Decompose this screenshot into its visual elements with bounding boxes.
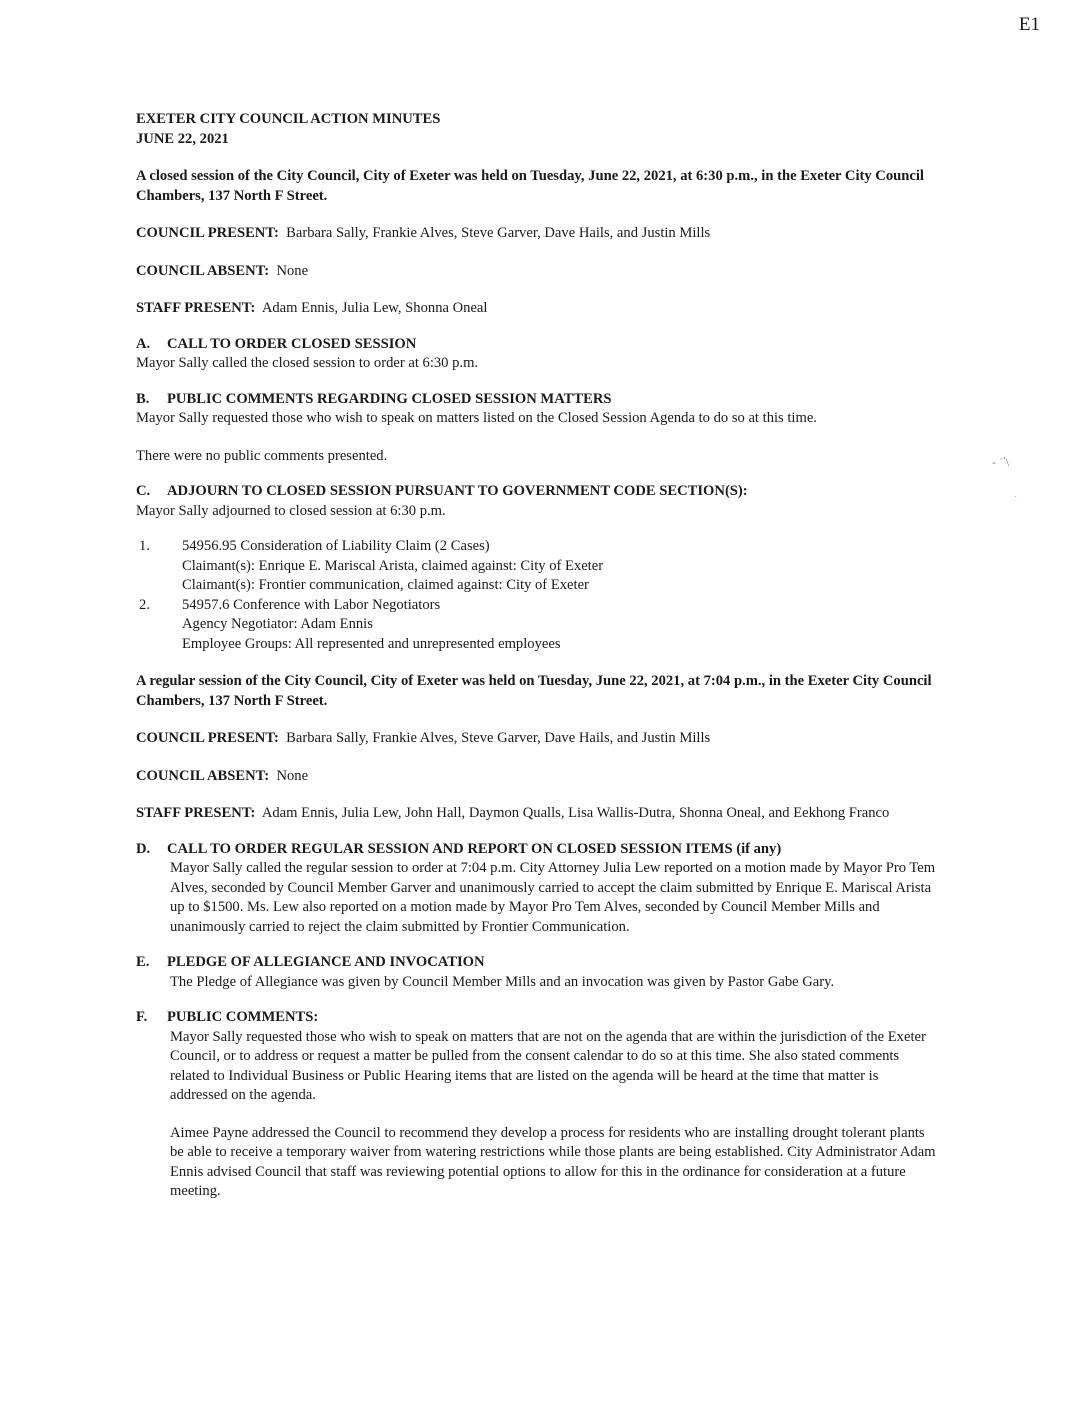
section-b-body: Mayor Sally requested those who wish to speak on matters listed on the Closed Session Agenda to do so at this time. (136, 410, 817, 426)
label: COUNCIL PRESENT: (136, 730, 279, 746)
list-item: 1. 54956.95 Consideration of Liability Claim (2 Cases) Claimant(s): Enrique E. Mariscal Arista, claimed against: City of Exeter Claimant(s): Frontier communication, claimed against: City of Exeter (139, 538, 604, 593)
section-b-heading: B. PUBLIC COMMENTS REGARDING CLOSED SESSION MATTERS (136, 390, 612, 407)
page-number: E1 (1018, 14, 1040, 35)
value: Barbara Sally, Frankie Alves, Steve Garver, Dave Hails, and Justin Mills (286, 225, 711, 241)
value: Barbara Sally, Frankie Alves, Steve Garver, Dave Hails, and Justin Mills (286, 730, 711, 746)
label: COUNCIL ABSENT: (136, 262, 270, 279)
label: STAFF PRESENT: (136, 300, 256, 316)
scan-mark: · (1014, 492, 1018, 503)
scan-mark: - ˙‵\ (992, 455, 1010, 469)
section-d-body: Mayor Sally called the regular session to order at 7:04 p.m. City Attorney Julia Lew reported on a motion made by Mayor Pro Tem Alves, seconded by Council Member Garver and unanimously carried to accept the claim submitted by Enrique E. Mariscal Arista up to $1500. Ms. Lew also reported on a motion made by Mayor Pro Tem Alves, seconded by Council Member Mills and unanimously carried to reject the claim submitted by Frontier Communication. (170, 860, 936, 935)
section-f-body2: Aimee Payne addressed the Council to recommend they develop a process for residents who are installing drought tolerant plants be able to receive a temporary waiver from watering restrictions while those plants are being established. City Administrator Adam Ennis advised Council that staff was reviewing potential options to allow for this in the ordinance for consideration at a future meeting. (170, 1124, 936, 1199)
label: COUNCIL ABSENT: (136, 767, 270, 784)
label: COUNCIL PRESENT: (136, 225, 279, 241)
value: None (276, 262, 309, 279)
section-c-body: Mayor Sally adjourned to closed session at 6:30 p.m. (136, 502, 446, 519)
closed-session-items (136, 537, 936, 654)
value: Adam Ennis, Julia Lew, John Hall, Daymon Qualls, Lisa Wallis-Dutra, Shonna Oneal, and Eekhong Franco (261, 805, 890, 821)
document-date: JUNE 22, 2021 (136, 130, 229, 147)
value: None (276, 767, 309, 784)
closed-council-absent (136, 262, 936, 282)
regular-session-intro: A regular session of the City Council, City of Exeter was held on Tuesday, June 22, 2021, at 7:04 p.m., in the Exeter City Council Chambers, 137 North F Street. (136, 673, 932, 709)
section-e-heading: E. PLEDGE OF ALLEGIANCE AND INVOCATION (136, 954, 485, 970)
value: Adam Ennis, Julia Lew, Shonna Oneal (261, 300, 488, 316)
closed-session-intro: A closed session of the City Council, City of Exeter was held on Tuesday, June 22, 2021, at 6:30 p.m., in the Exeter City Council Chambers, 137 North F Street. (136, 168, 924, 204)
section-f-body: Mayor Sally requested those who wish to speak on matters that are not on the agenda that are within the jurisdiction of the Exeter Council, or to address or request a matter be pulled from the consent calendar to do so at this time. She also stated comments related to Individual Business or Public Hearing items that are listed on the agenda will be heard at the time that matter is addressed on the agenda. (170, 1028, 926, 1103)
section-a-heading: A. CALL TO ORDER CLOSED SESSION (136, 335, 417, 352)
regular-staff-present (136, 804, 936, 824)
section-c-heading: C. ADJOURN TO CLOSED SESSION PURSUANT TO GOVERNMENT CODE SECTION(S): (136, 483, 748, 499)
regular-council-absent (136, 767, 936, 787)
section-e-body: The Pledge of Allegiance was given by Council Member Mills and an invocation was given by Pastor Gabe Gary. (170, 973, 835, 990)
closed-council-present (136, 224, 936, 244)
document-title: EXETER CITY COUNCIL ACTION MINUTES (136, 111, 441, 127)
closed-staff-present (136, 299, 936, 319)
list-item: 2. 54957.6 Conference with Labor Negotiators Agency Negotiator: Adam Ennis Employee Groups: All represented and unrepresented employees (139, 596, 561, 652)
label: STAFF PRESENT: (136, 805, 256, 821)
regular-council-present (136, 729, 936, 749)
section-d-heading: D. CALL TO ORDER REGULAR SESSION AND REPORT ON CLOSED SESSION ITEMS (if any) (136, 840, 782, 857)
section-f-heading: F. PUBLIC COMMENTS: (136, 1009, 319, 1025)
section-a-body: Mayor Sally called the closed session to order at 6:30 p.m. (136, 355, 479, 371)
section-b-body2: There were no public comments presented. (136, 447, 388, 464)
minutes-document (136, 110, 936, 1202)
